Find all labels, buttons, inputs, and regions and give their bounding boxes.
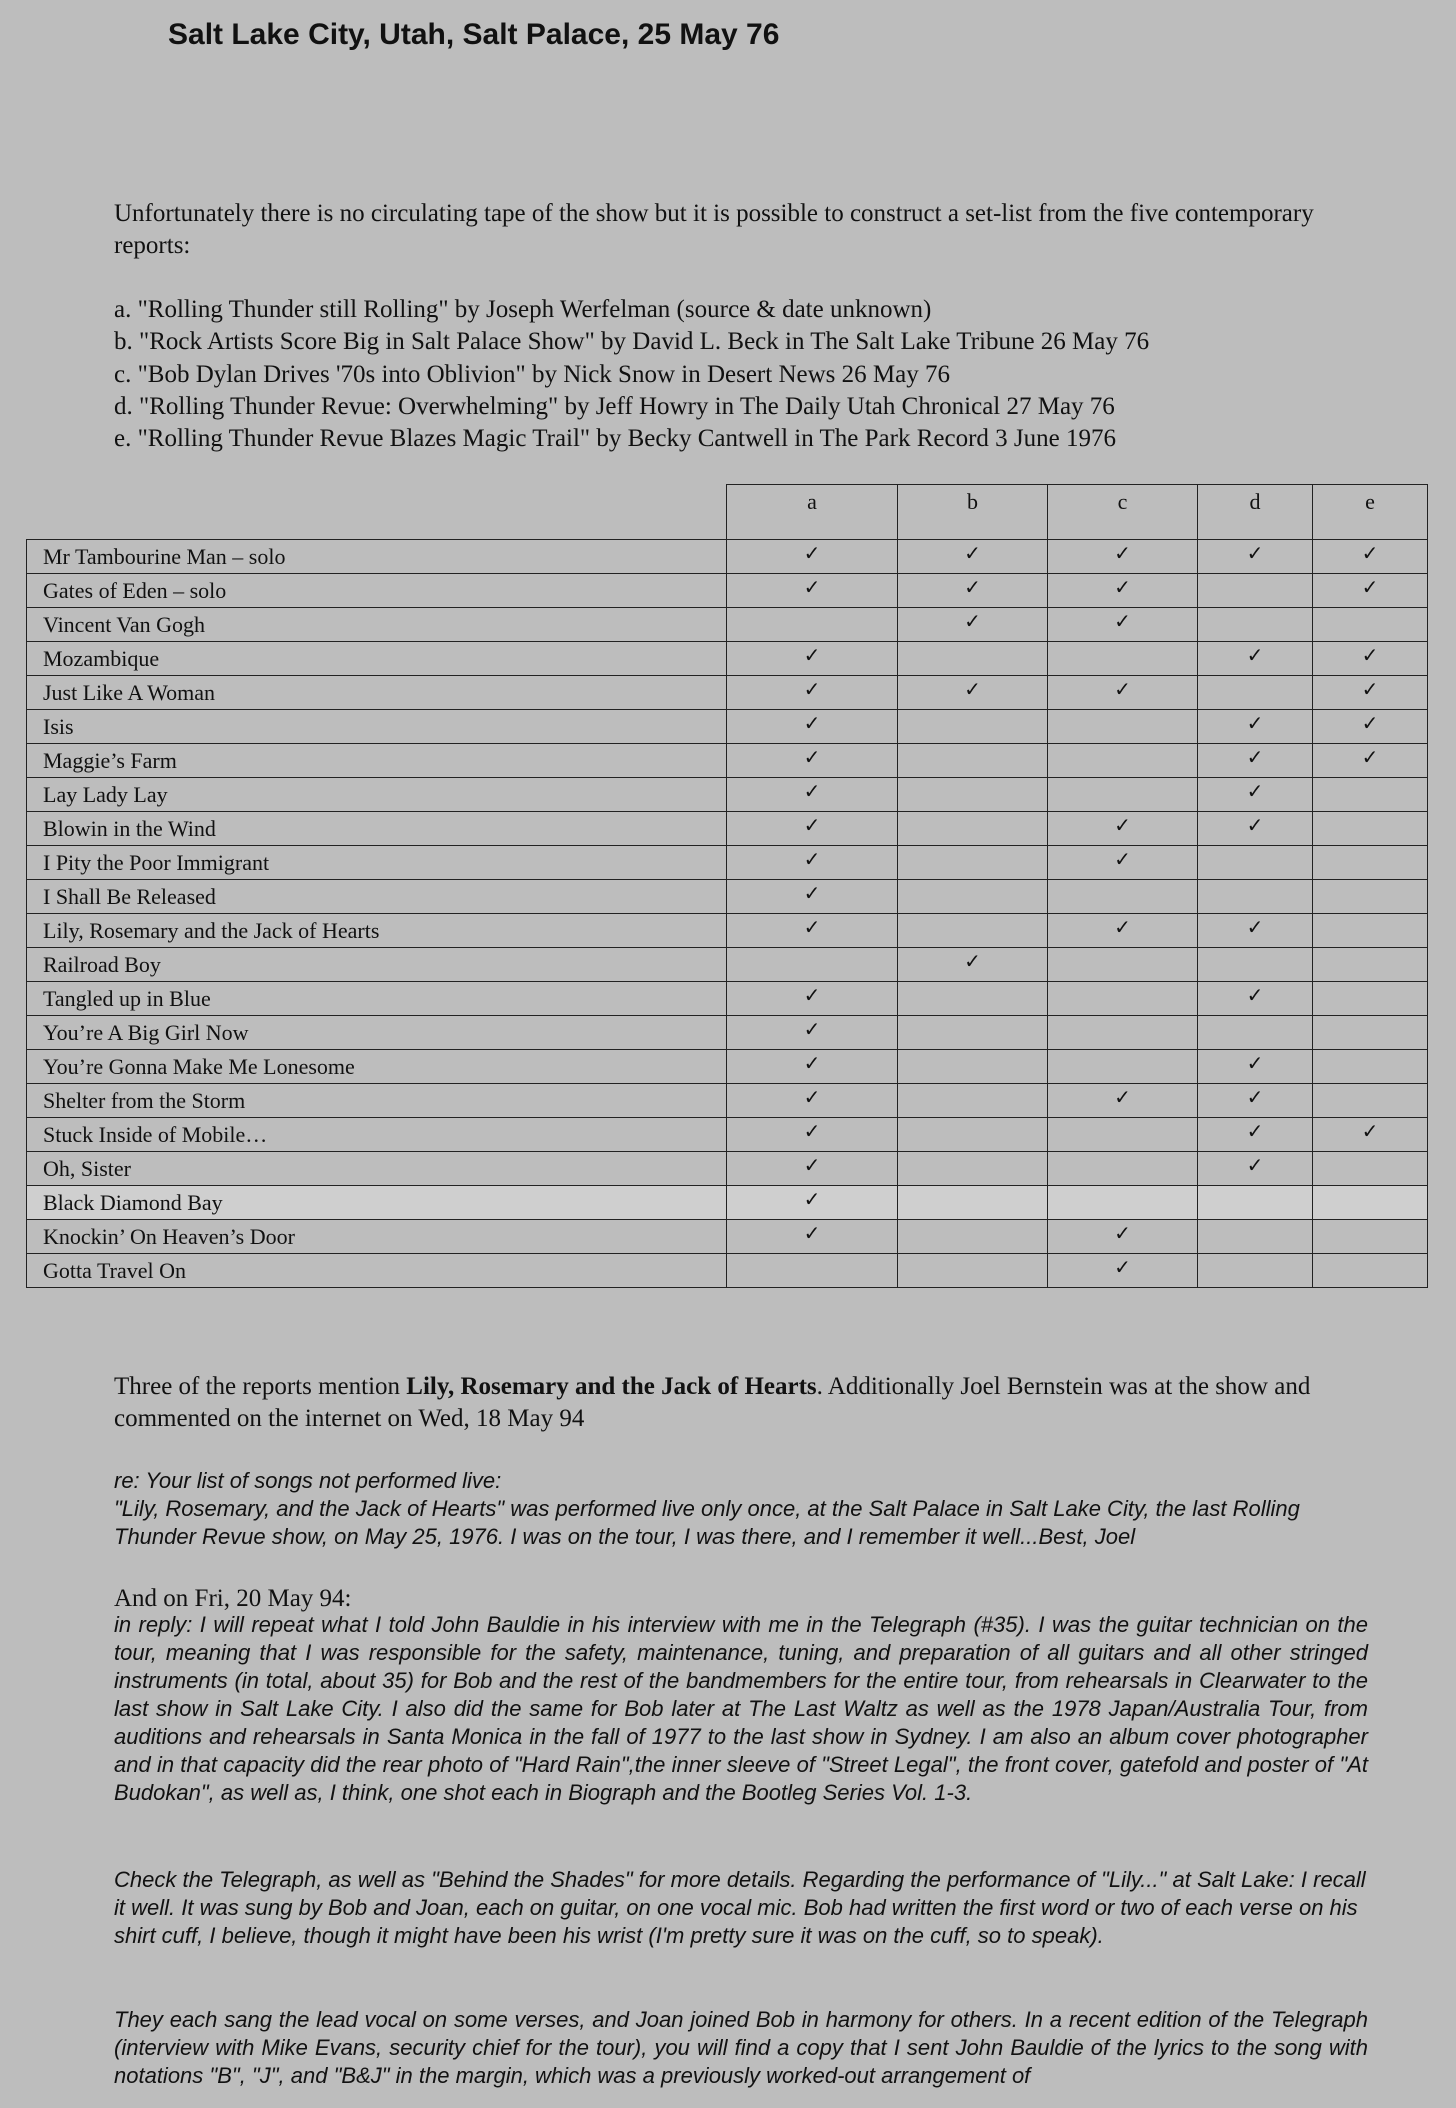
report-c-cell <box>1048 1084 1198 1118</box>
intro-line-2: reports: <box>114 232 191 259</box>
report-a-cell <box>727 914 898 948</box>
report-b-cell <box>898 642 1048 676</box>
song-cell: Just Like A Woman <box>27 676 727 710</box>
table-row <box>27 778 1428 812</box>
quote-line: "Lily, Rosemary, and the Jack of Hearts" was performed live only once, at the Salt Palace in Salt Lake City, the last Rolling Thunder Revue show, on May 25, 1976. I was on the tour, I was there, and I remember it well...Best, Joel <box>114 1496 1300 1549</box>
report-e-cell <box>1313 880 1428 914</box>
report-a-cell <box>727 744 898 778</box>
lily-paragraph-after: . Additionally Joel Bernstein was at the show and commented on the internet on Wed, 18 May 94 <box>114 1373 1311 1432</box>
check-mark-icon: ✓ <box>1114 541 1131 565</box>
report-c-cell <box>1048 948 1198 982</box>
table-row <box>27 880 1428 914</box>
report-c-cell <box>1048 608 1198 642</box>
table-row <box>27 1050 1428 1084</box>
report-d-cell <box>1198 880 1313 914</box>
check-mark-icon: ✓ <box>1246 1051 1264 1075</box>
report-d-cell <box>1198 642 1313 676</box>
table-row <box>27 710 1428 744</box>
check-mark-icon: ✓ <box>803 711 821 735</box>
report-c-cell <box>1048 642 1198 676</box>
check-mark-icon: ✓ <box>1114 813 1131 837</box>
report-b-cell <box>898 744 1048 778</box>
table-row <box>27 608 1428 642</box>
table-body <box>27 540 1428 1288</box>
check-mark-icon: ✓ <box>1246 711 1264 735</box>
report-e-cell <box>1313 642 1428 676</box>
report-e-cell <box>1313 812 1428 846</box>
report-c-cell <box>1048 914 1198 948</box>
song-cell: Blowin in the Wind <box>27 812 727 846</box>
check-mark-icon: ✓ <box>964 609 981 633</box>
report-b-cell <box>898 574 1048 608</box>
quote-telegraph-check <box>114 1866 1368 1950</box>
report-e-cell <box>1313 982 1428 1016</box>
report-a-cell <box>727 948 898 982</box>
report-a-cell <box>727 982 898 1016</box>
report-d-cell <box>1198 948 1313 982</box>
table-header-row <box>27 485 1428 540</box>
report-b-cell <box>898 710 1048 744</box>
song-cell: Tangled up in Blue <box>27 982 727 1016</box>
report-a-cell <box>727 676 898 710</box>
check-mark-icon: ✓ <box>1114 1255 1131 1279</box>
source-item: d. "Rolling Thunder Revue: Overwhelming" by Jeff Howry in The Daily Utah Chronical 27 May 76 <box>114 392 1115 420</box>
report-c-cell <box>1048 880 1198 914</box>
source-item: b. "Rock Artists Score Big in Salt Palace Show" by David L. Beck in The Salt Lake Tribune 26 May 76 <box>114 328 1150 356</box>
check-mark-icon: ✓ <box>1246 1119 1264 1143</box>
column-header-d: d <box>1198 485 1313 540</box>
report-d-cell <box>1198 982 1313 1016</box>
table-row <box>27 1084 1428 1118</box>
check-mark-icon: ✓ <box>803 915 821 939</box>
report-b-cell <box>898 1050 1048 1084</box>
column-header-c: c <box>1048 485 1198 540</box>
report-b-cell <box>898 812 1048 846</box>
table-corner-cell <box>27 485 727 540</box>
quote-lead-vocal <box>114 2006 1368 2090</box>
report-b-cell <box>898 846 1048 880</box>
song-cell: Shelter from the Storm <box>27 1084 727 1118</box>
report-a-cell <box>727 710 898 744</box>
report-e-cell <box>1313 608 1428 642</box>
report-b-cell <box>898 914 1048 948</box>
report-d-cell <box>1198 914 1313 948</box>
report-a-cell <box>727 1152 898 1186</box>
report-c-cell <box>1048 1152 1198 1186</box>
song-cell: Maggie’s Farm <box>27 744 727 778</box>
check-mark-icon: ✓ <box>803 847 821 871</box>
intro-paragraph <box>114 198 1456 262</box>
check-mark-icon: ✓ <box>803 1221 821 1245</box>
report-a-cell <box>727 778 898 812</box>
report-e-cell <box>1313 710 1428 744</box>
report-a-cell <box>727 574 898 608</box>
check-mark-icon: ✓ <box>1246 745 1264 769</box>
report-a-cell <box>727 608 898 642</box>
report-b-cell <box>898 1254 1048 1288</box>
report-b-cell <box>898 1084 1048 1118</box>
report-d-cell <box>1198 1186 1313 1220</box>
report-e-cell <box>1313 1254 1428 1288</box>
report-c-cell <box>1048 1118 1198 1152</box>
report-a-cell <box>727 812 898 846</box>
report-c-cell <box>1048 744 1198 778</box>
song-cell: You’re A Big Girl Now <box>27 1016 727 1050</box>
check-mark-icon: ✓ <box>964 575 981 599</box>
check-mark-icon: ✓ <box>1114 1221 1131 1245</box>
check-mark-icon: ✓ <box>803 541 821 565</box>
report-b-cell <box>898 880 1048 914</box>
report-b-cell <box>898 676 1048 710</box>
check-mark-icon: ✓ <box>1114 1085 1131 1109</box>
check-mark-icon: ✓ <box>1246 779 1264 803</box>
column-header-e: e <box>1313 485 1428 540</box>
check-mark-icon: ✓ <box>1246 915 1264 939</box>
song-cell: Vincent Van Gogh <box>27 608 727 642</box>
song-cell: Black Diamond Bay <box>27 1186 727 1220</box>
report-e-cell <box>1313 1084 1428 1118</box>
report-d-cell <box>1198 608 1313 642</box>
report-e-cell <box>1313 574 1428 608</box>
song-cell: Mr Tambourine Man – solo <box>27 540 727 574</box>
song-cell: Knockin’ On Heaven’s Door <box>27 1220 727 1254</box>
source-item: c. "Bob Dylan Drives '70s into Oblivion" by Nick Snow in Desert News 26 May 76 <box>114 360 950 388</box>
report-c-cell <box>1048 574 1198 608</box>
quote-text: Check the Telegraph, as well as "Behind the Shades" for more details. Regarding the performance of "Lily..." at Salt Lake: I recall it well. It was sung by Bob and Joan, each on guitar, on one vocal mic. Bob had written the first word or two of each verse on his shirt cuff, I believe, though it might have been his wrist (I'm pretty sure it was on the cuff, so to speak). <box>114 1867 1366 1948</box>
report-a-cell <box>727 880 898 914</box>
report-b-cell <box>898 1220 1048 1254</box>
report-d-cell <box>1198 574 1313 608</box>
check-mark-icon: ✓ <box>1246 813 1264 837</box>
report-b-cell <box>898 540 1048 574</box>
table-row <box>27 1254 1428 1288</box>
check-mark-icon: ✓ <box>803 1153 821 1177</box>
check-mark-icon: ✓ <box>1246 1085 1264 1109</box>
check-mark-icon: ✓ <box>1361 711 1379 735</box>
report-d-cell <box>1198 1118 1313 1152</box>
table-row <box>27 1118 1428 1152</box>
table-row <box>27 1152 1428 1186</box>
report-c-cell <box>1048 540 1198 574</box>
check-mark-icon: ✓ <box>803 813 821 837</box>
report-a-cell <box>727 642 898 676</box>
song-cell: Mozambique <box>27 642 727 676</box>
source-item: a. "Rolling Thunder still Rolling" by Joseph Werfelman (source & date unknown) <box>114 296 932 323</box>
report-c-cell <box>1048 1254 1198 1288</box>
report-c-cell <box>1048 846 1198 880</box>
report-d-cell <box>1198 1220 1313 1254</box>
report-a-cell <box>727 1118 898 1152</box>
quote-line: re: Your list of songs not performed live: <box>114 1468 502 1493</box>
table-row <box>27 744 1428 778</box>
song-cell: Oh, Sister <box>27 1152 727 1186</box>
report-b-cell <box>898 1016 1048 1050</box>
check-mark-icon: ✓ <box>1114 609 1131 633</box>
check-mark-icon: ✓ <box>1361 541 1379 565</box>
report-b-cell <box>898 608 1048 642</box>
page-title: Salt Lake City, Utah, Salt Palace, 25 May 76 <box>168 18 780 51</box>
table-row <box>27 914 1428 948</box>
report-c-cell <box>1048 982 1198 1016</box>
check-mark-icon: ✓ <box>803 1051 821 1075</box>
report-c-cell <box>1048 710 1198 744</box>
lily-song-title: Lily, Rosemary and the Jack of Hearts <box>406 1373 817 1400</box>
report-e-cell <box>1313 1220 1428 1254</box>
report-c-cell <box>1048 1220 1198 1254</box>
report-d-cell <box>1198 1084 1313 1118</box>
check-mark-icon: ✓ <box>803 1187 821 1211</box>
report-e-cell <box>1313 1118 1428 1152</box>
check-mark-icon: ✓ <box>803 1017 821 1041</box>
song-cell: Gates of Eden – solo <box>27 574 727 608</box>
column-header-b: b <box>898 485 1048 540</box>
song-cell: Isis <box>27 710 727 744</box>
report-a-cell <box>727 1220 898 1254</box>
report-b-cell <box>898 1186 1048 1220</box>
report-d-cell <box>1198 676 1313 710</box>
column-header-a: a <box>727 485 898 540</box>
report-b-cell <box>898 778 1048 812</box>
report-e-cell <box>1313 744 1428 778</box>
check-mark-icon: ✓ <box>803 643 821 667</box>
report-e-cell <box>1313 846 1428 880</box>
report-c-cell <box>1048 778 1198 812</box>
report-c-cell <box>1048 1016 1198 1050</box>
check-mark-icon: ✓ <box>1361 1119 1379 1143</box>
report-b-cell <box>898 1152 1048 1186</box>
song-cell: I Shall Be Released <box>27 880 727 914</box>
report-c-cell <box>1048 1186 1198 1220</box>
song-cell: Stuck Inside of Mobile… <box>27 1118 727 1152</box>
check-mark-icon: ✓ <box>803 745 821 769</box>
intro-line-1: Unfortunately there is no circulating tape of the show but it is possible to construct a set-list from the five contemporary <box>114 200 1314 227</box>
lily-paragraph <box>114 1371 1368 1435</box>
report-d-cell <box>1198 812 1313 846</box>
report-a-cell <box>727 1050 898 1084</box>
table-row <box>27 982 1428 1016</box>
check-mark-icon: ✓ <box>1361 643 1379 667</box>
report-e-cell <box>1313 1050 1428 1084</box>
check-mark-icon: ✓ <box>1361 575 1379 599</box>
check-mark-icon: ✓ <box>1361 745 1379 769</box>
check-mark-icon: ✓ <box>1114 847 1131 871</box>
song-cell: I Pity the Poor Immigrant <box>27 846 727 880</box>
check-mark-icon: ✓ <box>1114 677 1131 701</box>
report-d-cell <box>1198 846 1313 880</box>
table-row <box>27 1186 1428 1220</box>
song-cell: Gotta Travel On <box>27 1254 727 1288</box>
check-mark-icon: ✓ <box>1246 541 1264 565</box>
source-item: e. "Rolling Thunder Revue Blazes Magic Trail" by Becky Cantwell in The Park Record 3 June 1976 <box>114 425 1116 453</box>
quote-text: in reply: I will repeat what I told John Bauldie in his interview with me in the Telegraph (#35). I was the guitar technician on the tour, meaning that I was responsible for the safety, maintenance, tuning, and preparation of all guitars and all other stringed instruments (in total, about 35) for Bob and the rest of the bandmembers for the entire tour, from rehearsals in Clearwater to the last show in Salt Lake City. I also did the same for Bob later at The Last Waltz as well as the 1978 Japan/Australia Tour, from auditions and rehearsals in Santa Monica in the fall of 1977 to the last show in Sydney. I am also an album cover photographer and in that capacity did the rear photo of "Hard Rain",the inner sleeve of "Street Legal", the front cover, gatefold and poster of "At Budokan", as well as, I think, one shot each in Biograph and the Bootleg Series Vol. 1-3. <box>114 1612 1368 1805</box>
report-a-cell <box>727 540 898 574</box>
check-mark-icon: ✓ <box>1246 983 1264 1007</box>
report-e-cell <box>1313 914 1428 948</box>
check-mark-icon: ✓ <box>803 779 821 803</box>
report-e-cell <box>1313 1152 1428 1186</box>
quote-joel-18-may <box>114 1467 1368 1551</box>
setlist-table <box>26 484 1428 1288</box>
check-mark-icon: ✓ <box>1114 575 1131 599</box>
report-a-cell <box>727 1084 898 1118</box>
report-c-cell <box>1048 1050 1198 1084</box>
song-cell: Lay Lady Lay <box>27 778 727 812</box>
lily-paragraph-before: Three of the reports mention <box>114 1373 407 1400</box>
check-mark-icon: ✓ <box>1361 677 1379 701</box>
check-mark-icon: ✓ <box>964 949 981 973</box>
report-b-cell <box>898 982 1048 1016</box>
report-c-cell <box>1048 676 1198 710</box>
check-mark-icon: ✓ <box>1114 915 1131 939</box>
report-d-cell <box>1198 1254 1313 1288</box>
report-c-cell <box>1048 812 1198 846</box>
report-d-cell <box>1198 540 1313 574</box>
report-e-cell <box>1313 948 1428 982</box>
quote-text: They each sang the lead vocal on some verses, and Joan joined Bob in harmony for others. In a recent edition of the Telegraph (interview with Mike Evans, security chief for the tour), you will find a copy that I sent John Bauldie of the lyrics to the song with notations "B", "J", and "B&J" in the margin, which was a previously worked-out arrangement of <box>114 2007 1368 2088</box>
table-row <box>27 676 1428 710</box>
table-row <box>27 574 1428 608</box>
report-d-cell <box>1198 1016 1313 1050</box>
report-a-cell <box>727 1254 898 1288</box>
table-row <box>27 846 1428 880</box>
fri-20-may-paragraph: And on Fri, 20 May 94: <box>114 1585 352 1612</box>
table-row <box>27 1016 1428 1050</box>
report-d-cell <box>1198 1152 1313 1186</box>
report-b-cell <box>898 1118 1048 1152</box>
quote-joel-20-may <box>114 1611 1368 1807</box>
report-d-cell <box>1198 744 1313 778</box>
check-mark-icon: ✓ <box>964 541 981 565</box>
report-e-cell <box>1313 1186 1428 1220</box>
song-cell: Railroad Boy <box>27 948 727 982</box>
check-mark-icon: ✓ <box>803 1085 821 1109</box>
table-row <box>27 642 1428 676</box>
report-a-cell <box>727 1186 898 1220</box>
report-d-cell <box>1198 778 1313 812</box>
report-e-cell <box>1313 778 1428 812</box>
table-row <box>27 1220 1428 1254</box>
check-mark-icon: ✓ <box>803 575 821 599</box>
report-e-cell <box>1313 540 1428 574</box>
check-mark-icon: ✓ <box>803 677 821 701</box>
check-mark-icon: ✓ <box>1246 643 1264 667</box>
report-a-cell <box>727 1016 898 1050</box>
check-mark-icon: ✓ <box>1246 1153 1264 1177</box>
table-row <box>27 812 1428 846</box>
report-a-cell <box>727 846 898 880</box>
report-e-cell <box>1313 1016 1428 1050</box>
check-mark-icon: ✓ <box>803 1119 821 1143</box>
table-row <box>27 948 1428 982</box>
check-mark-icon: ✓ <box>803 983 821 1007</box>
report-d-cell <box>1198 1050 1313 1084</box>
check-mark-icon: ✓ <box>803 881 821 905</box>
song-cell: Lily, Rosemary and the Jack of Hearts <box>27 914 727 948</box>
check-mark-icon: ✓ <box>964 677 981 701</box>
report-b-cell <box>898 948 1048 982</box>
song-cell: You’re Gonna Make Me Lonesome <box>27 1050 727 1084</box>
source-list <box>114 294 1149 455</box>
report-d-cell <box>1198 710 1313 744</box>
table-row <box>27 540 1428 574</box>
report-e-cell <box>1313 676 1428 710</box>
